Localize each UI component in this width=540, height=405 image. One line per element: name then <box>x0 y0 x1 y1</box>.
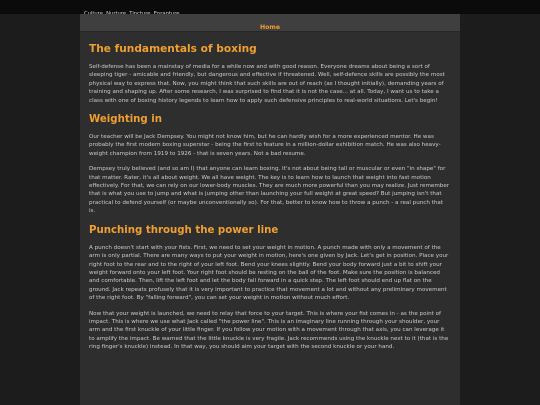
article <box>80 43 460 352</box>
intro-paragraph: Self-defense has been a mainstay of media for a while now and with good reason. Everyone dreams about being a sort of sleeping tiger - amicable and friendly, but dangerous and effective if threatened. Well, self-defence skills are possibly the most physical way to express that. Now, you might think that such skills are out of reach (as I thought initially), demanding years of training and shaping up. After some research, I was surprised to find that it is not the case... at all. Today, I want us to take a class with one of boxing history legends to learn how to apply such defensive principles to real-world situations. Let's begin! <box>89 64 445 104</box>
article-title: The fundamentals of boxing <box>89 43 257 55</box>
section-paragraph: A punch doesn't start with your fists. First, we need to set your weight in motion. A punch made with only a movement of the arm is only partial. There are many ways to put your weight in motion, here's one given by Jack. Let's get in position. Place your right foot to the rear and to the right of your left foot. Bend your knees slightly. Bend your body forward just a bit to shift your weight forward onto your left foot. Your right foot should be resting on the ball of the foot. Make sure the position is balanced and comfortable. Then, lift the left foot and let the body fall forward in a quick step. The left foot should end up flat on the ground. Jack repeats profusely that it is very important to practice that movement a lot and without any preliminary movement of the right foot. By "falling forward", you can set your weight in motion without much effort. <box>89 244 449 302</box>
nav-bar <box>80 14 460 32</box>
section-paragraph: Now that your weight is launched, we need to relay that force to your target. This is where your fist comes in - as the point of impact. This is where we use what Jack called "the power line". This is an imaginary line running through your shoulder, your arm and the first knuckle of your little finger. If you follow your motion with a movement through that axis, you can leverage it to amplify the impact. Be warned that the little knuckle is very fragile. Jack recommends using the knuckle next to it (that is the ring finger's knuckle) instead. In that way, you should aim your target with the second knuckle or your hand. <box>89 310 449 351</box>
section-paragraph: Dempsey truly believed (and so am I) that anyone can learn boxing. It's not about being tall or muscular or even "in shape" for that matter. Rater, it's all about weight. We all have weight. The key is to learn how to launch that weight into fast motion effectively. For that, we can rely on our lower-body muscles. They are much more powerful than you may realize. Just remember that is what you use to jump and what is jumping other than launching your full weight at great speed? But jumping isn't that practical to defend yourself (or maybe unconventionally so). For that, better to know how to throw a punch - a real punch that is. <box>89 166 450 215</box>
site-header <box>0 0 540 14</box>
section-heading-weighting-in: Weighting in <box>89 114 163 126</box>
page-container <box>80 14 460 405</box>
section-heading-power-line: Punching through the power line <box>89 224 279 236</box>
nav-home-link[interactable]: Home <box>259 24 281 31</box>
section-paragraph: Our teacher will be Jack Dempsey. You might not know him, but he can hardly wish for a more experienced mentor. He was probably the first modern boxing superstar - being the first to feature in a million-dollar exhibition match. He was also heavy-weight champion from 1919 to 1926 - that is seven years. Not a bad resume. <box>89 134 441 157</box>
